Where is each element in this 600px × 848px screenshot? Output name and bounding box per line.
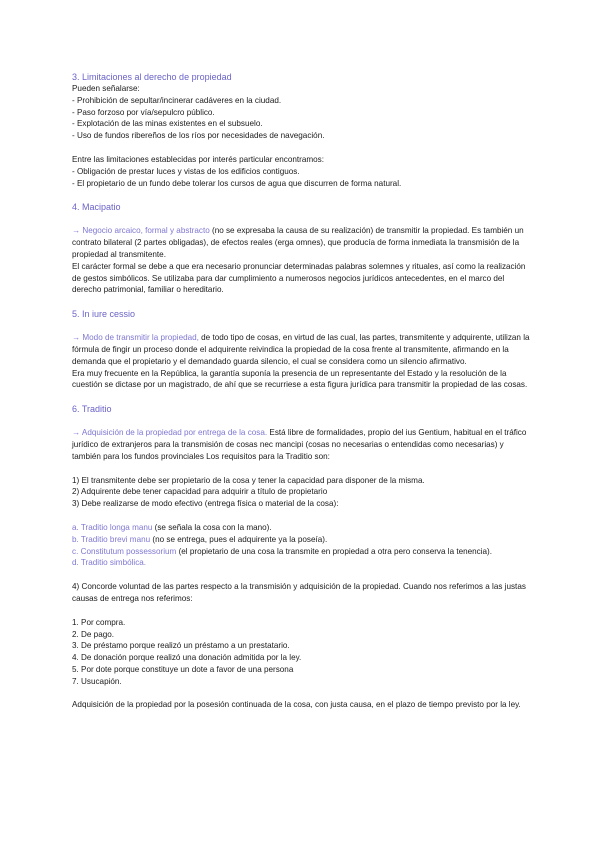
- section-6-text: Está libre de formalidades, propio del ius Gentium, habitual en el tráfico jurídico de extranjeros para la transmisión de cosas nec mancipi (cosas no necesarias o entendidas como necesarias) y también para los fundos provinciales Los requisitos para la Traditio son:: [72, 428, 527, 461]
- section-5-paragraph-2: Era muy frecuente en la República, la garantía suponía la presencia de un representante del Estado y la resolución de la cuestión se dictase por un magistrado, de ahí que se recurriese a esta figura jurídica para transmitir la propiedad de las cosas.: [72, 368, 528, 390]
- document-body: [72, 71, 532, 711]
- traditio-form-text: (el propietario de una cosa la transmite en propiedad a otra pero conserva la tenencia).: [176, 546, 493, 556]
- requirement-4-paragraph: 4) Concorde voluntad de las partes respecto a la transmisión y adquisición de la propiedad. Cuando nos referimos a las justas causas de entrega nos referimos:: [72, 582, 526, 603]
- traditio-form: [72, 546, 532, 558]
- usucapion-definition: Adquisición de la propiedad por la posesión continuada de la cosa, con justa causa, en el plazo de tiempo previsto por la ley.: [72, 700, 521, 710]
- section-5-text: de todo tipo de cosas, en virtud de las cual, las partes, transmitente y adquirente, utilizan la fórmula de fingir un proceso donde el adquirente reivindica la propiedad de la cosa frente al transmitente, afirmando en la demanda que el propietario y el demandado guarda silencio, el cual se considera como un silencio afirmativo.: [72, 333, 530, 366]
- requirement-item: 1) El transmitente debe ser propietario de la cosa y tener la capacidad para disponer de la misma.: [72, 475, 425, 485]
- cause-item: 5. Por dote porque constituye un dote a favor de una persona: [72, 664, 294, 674]
- section-3-intro: Pueden señalarse:: [72, 84, 140, 93]
- section-5-heading: 5. In iure cessio: [72, 309, 136, 320]
- section-3-heading: 3. Limitaciones al derecho de propiedad: [72, 72, 232, 82]
- section-6-lead: → Adquisición de la propiedad por entrega de la cosa.: [72, 428, 268, 438]
- traditio-form-label: c. Constitutum possessorium: [72, 546, 177, 556]
- section-6-heading: 6. Traditio: [72, 404, 112, 415]
- traditio-form-label: b. Traditio brevi manu: [72, 534, 151, 544]
- cause-item: 3. De préstamo porque realizó un préstamo a un prestatario.: [72, 641, 290, 651]
- section-3-item-2: - Obligación de prestar luces y vistas de los edificios contiguos.: [72, 166, 300, 176]
- section-5-paragraph-1: [72, 332, 532, 367]
- section-6-paragraph-1: [72, 427, 532, 462]
- traditio-form-text: (se señala la cosa con la mano).: [152, 522, 272, 532]
- traditio-form: [72, 534, 532, 546]
- section-4-heading: 4. Macipatio: [72, 202, 121, 213]
- traditio-form: [72, 557, 532, 569]
- section-3-item: - Uso de fundos ribereños de los ríos por necesidades de navegación.: [72, 131, 325, 141]
- section-3-item: - Paso forzoso por vía/sepulcro público.: [72, 107, 215, 117]
- section-4-lead: → Negocio arcaico, formal y abstracto: [72, 226, 210, 236]
- traditio-form: [72, 522, 532, 534]
- section-4-paragraph-2: El carácter formal se debe a que era necesario pronunciar determinadas palabras solemnes y rituales, así como la realización de gestos simbólicos. Se utilizaba para dar cumplimiento a numerosos negocios jurídicos antecedentes, en el marco del derecho patrimonial, familiar o hereditario.: [72, 261, 526, 295]
- section-4-text: (no se expresaba la causa de su realización) de transmitir la propiedad. Es también un contrato bilateral (2 partes obligadas), de efectos reales (erga omnes), que producía de forma inmediata la transmisión de la propiedad al transmitente.: [72, 226, 524, 259]
- section-3-intro-2: Entre las limitaciones establecidas por interés particular encontramos:: [72, 154, 324, 164]
- traditio-form-label: d. Traditio simbólica.: [72, 558, 147, 568]
- traditio-form-text: (no se entrega, pues el adquirente ya la poseía).: [150, 534, 328, 544]
- requirement-item: 3) Debe realizarse de modo efectivo (entrega física o material de la cosa):: [72, 499, 339, 509]
- cause-item: 4. De donación porque realizó una donación admitida por la ley.: [72, 653, 302, 663]
- section-5-lead: → Modo de transmitir la propiedad,: [72, 333, 199, 343]
- section-3-item: - Explotación de las minas existentes en el subsuelo.: [72, 119, 263, 129]
- cause-item: 7. Usucapión.: [72, 676, 122, 686]
- section-3-item-2: - El propietario de un fundo debe tolerar los cursos de agua que discurren de forma natural.: [72, 178, 402, 188]
- traditio-form-label: a. Traditio longa manu: [72, 522, 153, 532]
- requirement-item: 2) Adquirente debe tener capacidad para adquirir a título de propietario: [72, 487, 328, 497]
- section-3-item: - Prohibición de sepultar/incinerar cadáveres en la ciudad.: [72, 95, 282, 105]
- section-4-paragraph-1: [72, 225, 532, 260]
- cause-item: 2. De pago.: [72, 629, 115, 639]
- cause-item: 1. Por compra.: [72, 617, 126, 627]
